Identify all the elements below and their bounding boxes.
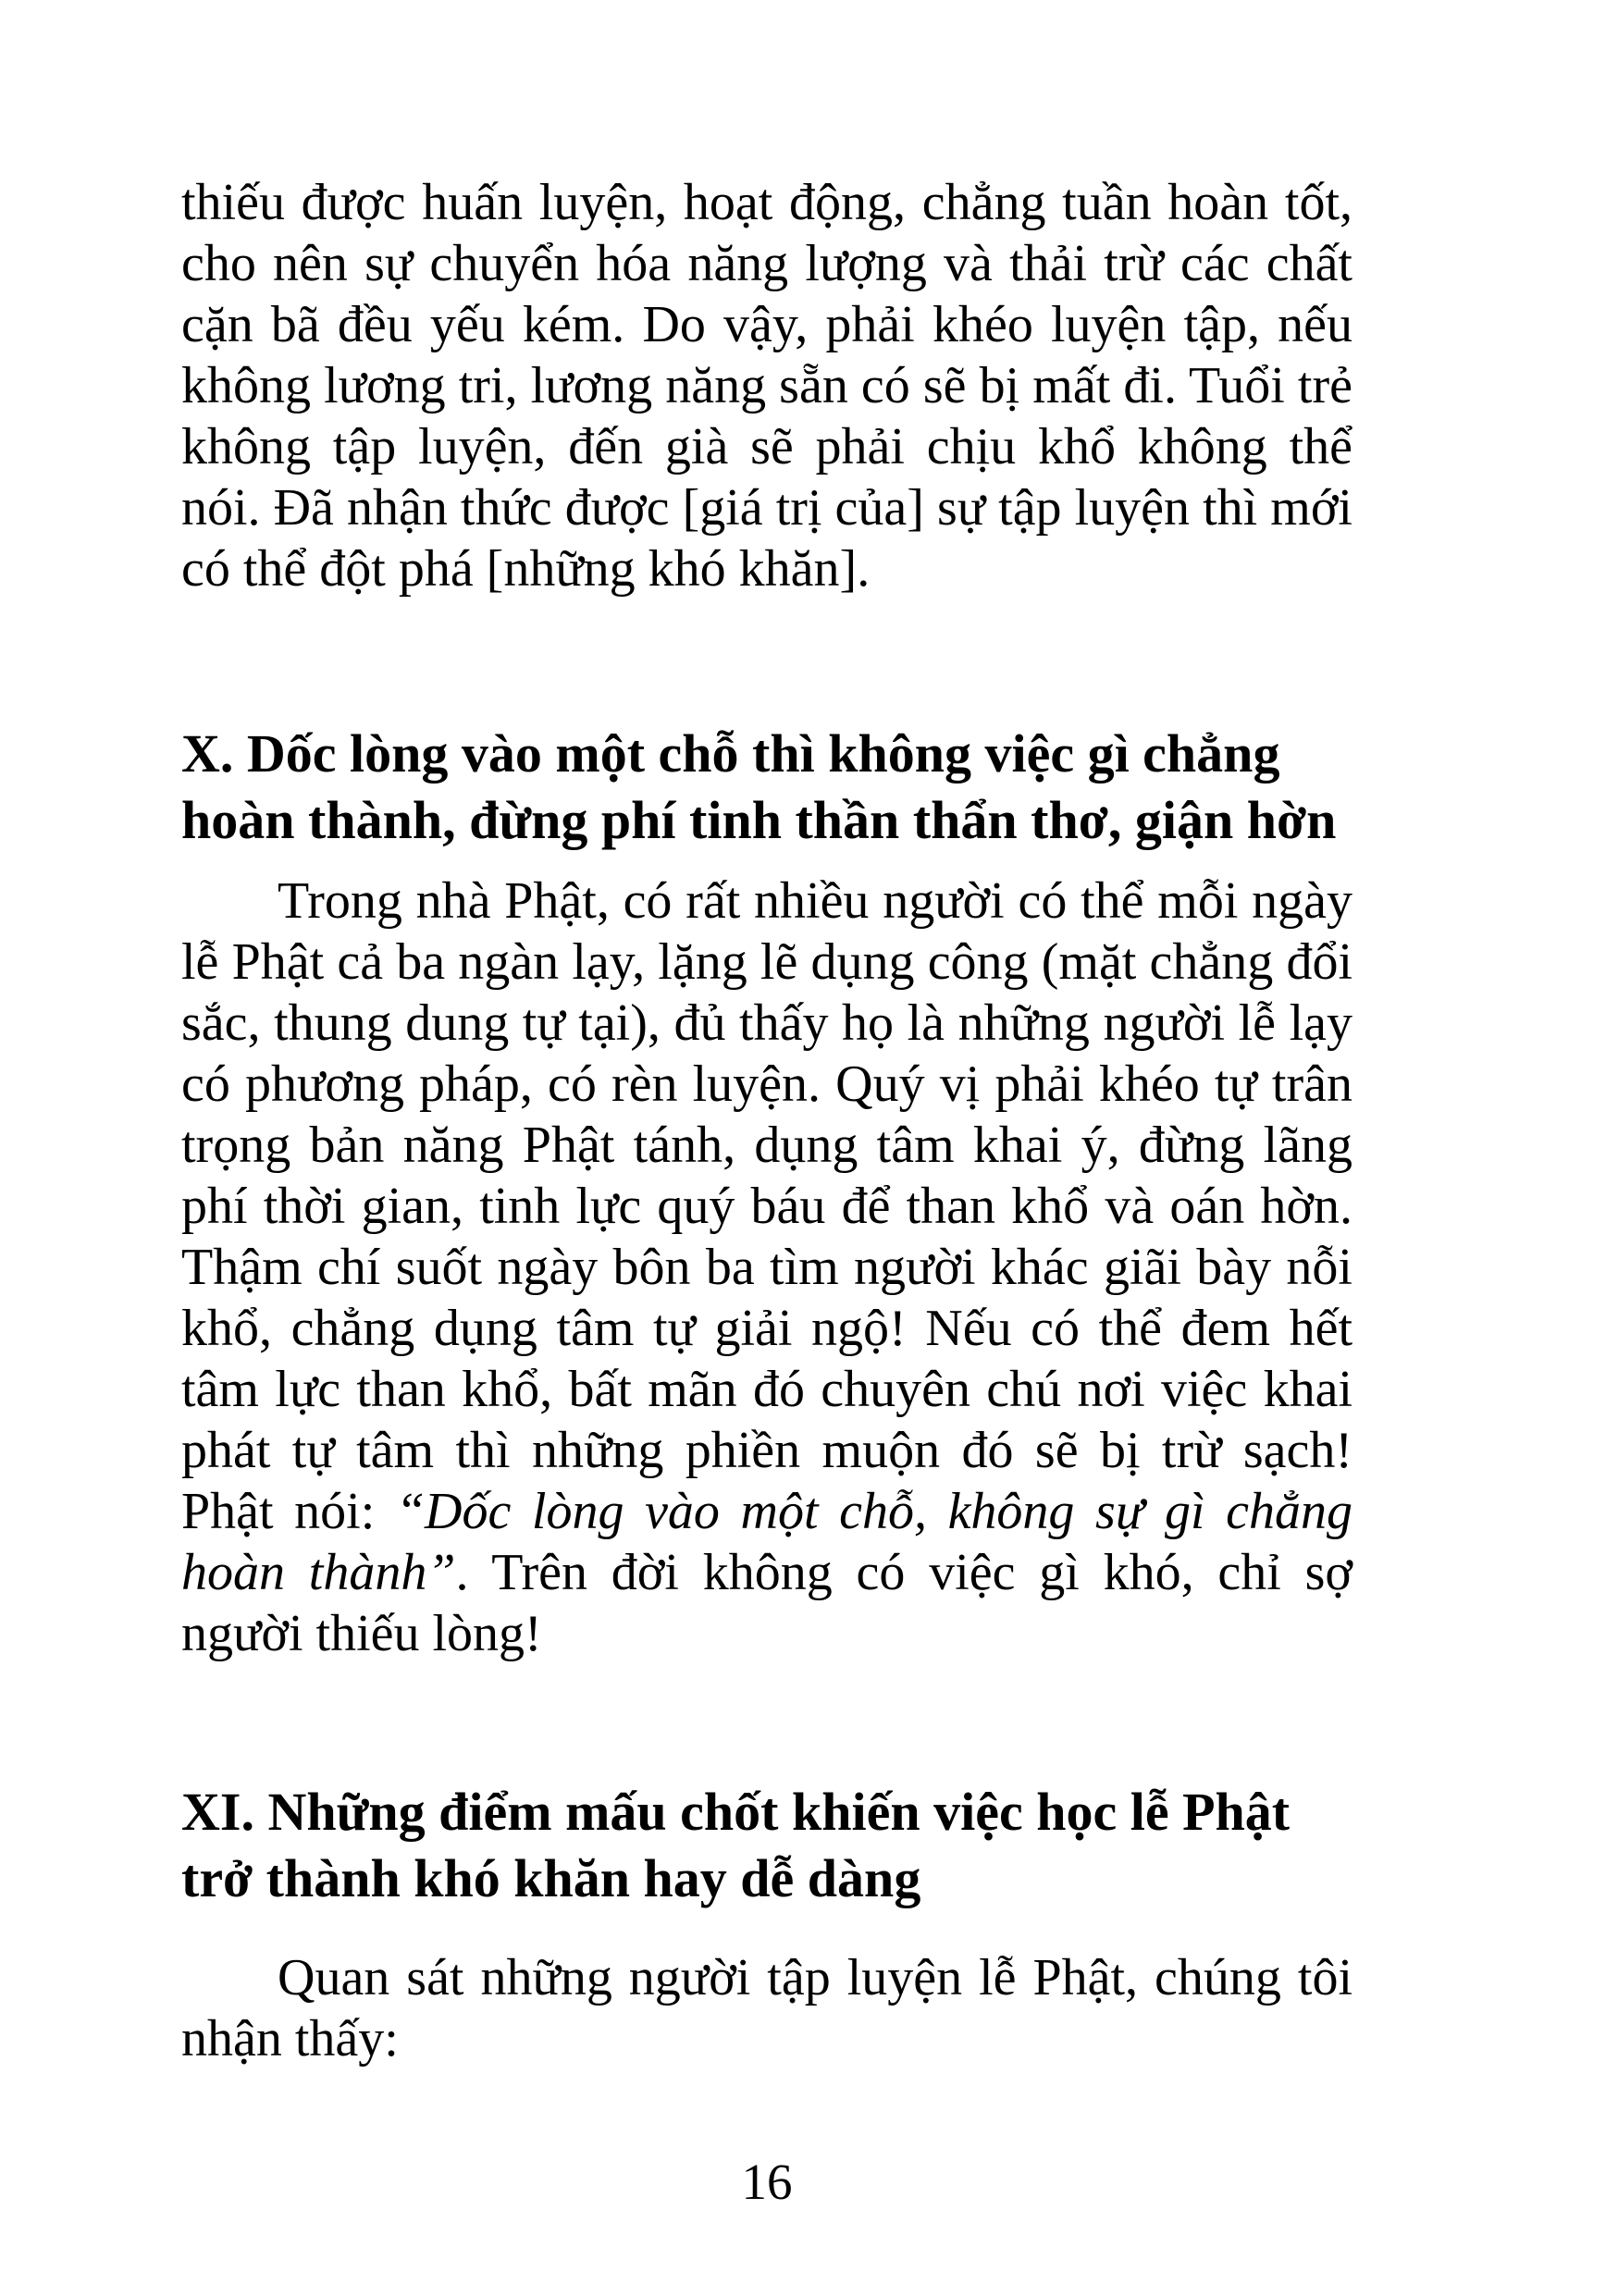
section-x-heading-line-1: X. Dốc lòng vào một chỗ thì không việc gì chẳng — [181, 723, 1280, 784]
section-xi-heading-line-2: trở thành khó khăn hay dễ dàng — [181, 1848, 921, 1908]
section-xi-paragraph: Quan sát những người tập luyện lễ Phật, chúng tôi nhận thấy: — [181, 1949, 1352, 2068]
section-x-paragraph-text-after: . Trên đời không có việc gì khó, chỉ sợ người thiếu lòng! — [181, 1544, 1353, 1662]
section-x-paragraph — [181, 870, 1352, 1664]
page-number: 16 — [741, 2154, 793, 2210]
section-xi-heading-line-1: XI. Những điểm mấu chốt khiến việc học lễ Phật — [181, 1782, 1291, 1842]
section-x-heading — [181, 721, 1352, 854]
buddha-quote-italic: “Dốc lòng vào một chỗ, không sự gì chẳng hoàn thành” — [181, 1483, 1352, 1601]
section-x-heading-line-2: hoàn thành, đừng phí tinh thần thẩn thơ, giận hờn — [181, 790, 1337, 850]
section-x-paragraph-text: Trong nhà Phật, có rất nhiều người có thể mỗi ngày lễ Phật cả ba ngàn lạy, lặng lẽ dụng công (mặt chẳng đổi sắc, thung dung tự tại), đủ thấy họ là những người lễ lạy có phương pháp, có rèn luyện. Quý vị phải khéo tự trân trọng bản năng Phật tánh, dụng tâm khai ý, đừng lãng phí thời gian, tinh lực quý báu để than khổ và oán hờn. Thậm chí suốt ngày bôn ba tìm người khác giãi bày nỗi khổ, chẳng dụng tâm tự giải ngộ! Nếu có thể đem hết tâm lực than khổ, bất mãn đó chuyên chú nơi việc khai phát tự tâm thì những phiền muộn đó sẽ bị trừ sạch! Phật nói: — [181, 872, 1352, 1540]
paragraph-continued: thiếu được huấn luyện, hoạt động, chẳng tuần hoàn tốt, cho nên sự chuyển hóa năng lượng và thải trừ các chất cặn bã đều yếu kém. Do vậy, phải khéo luyện tập, nếu không lương tri, lương năng sẵn có sẽ bị mất đi. Tuổi trẻ không tập luyện, đến già sẽ phải chịu khổ không thể nói. Đã nhận thức được [giá trị của] sự tập luyện thì mới có thể đột phá [những khó khăn]. — [181, 174, 1352, 598]
section-xi-heading — [181, 1779, 1352, 1912]
